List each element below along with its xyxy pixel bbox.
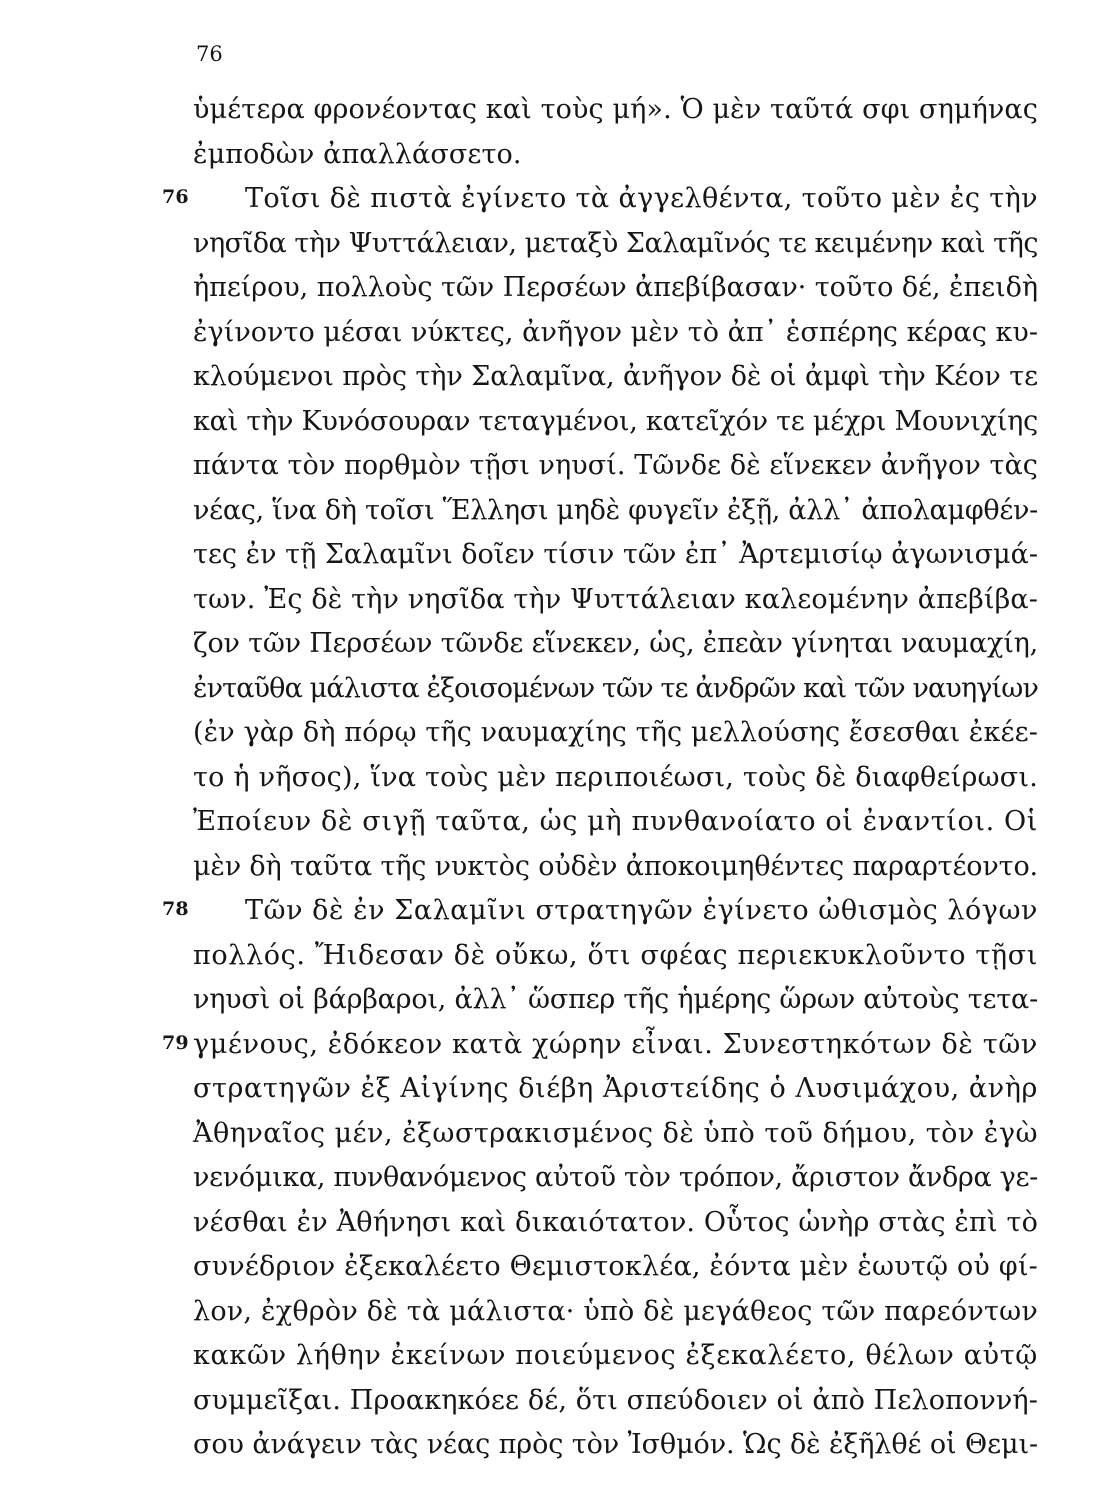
text-line [193, 88, 1038, 133]
line-text: γμένους, ἐδόκεον κατὰ χώρην εἶναι. Συνεστηκότων δὲ τῶν [193, 1028, 1038, 1060]
text-line [193, 355, 1038, 400]
text-line [193, 1245, 1038, 1290]
text-line [193, 845, 1038, 890]
line-text: λον, ἐχθρὸν δὲ τὰ μάλιστα· ὑπὸ δὲ μεγάθεος τῶν παρεόντων [193, 1295, 1038, 1327]
text-line [193, 1379, 1038, 1424]
line-text: νέας, ἵνα δὴ τοῖσι Ἕλλησι μηδὲ φυγεῖν ἐξῇ, ἀλλ᾽ ἀπολαμφθέν- [193, 494, 1038, 526]
line-text: ἐνταῦθα μάλιστα ἐξοισομένων τῶν τε ἀνδρῶν καὶ τῶν ναυηγίων [193, 672, 1038, 704]
chapter-number: 79 [162, 1031, 189, 1054]
line-text: νενόμικα, πυνθανόμενος αὐτοῦ τὸν τρόπον, ἄριστον ἄνδρα γε- [193, 1162, 1038, 1193]
text-line [193, 1067, 1038, 1112]
line-text: στρατηγῶν ἐξ Αἰγίνης διέβη Ἀριστείδης ὁ Λυσιμάχου, ἀνὴρ [193, 1073, 1038, 1104]
line-text: ἐγίνοντο μέσαι νύκτες, ἀνῆγον μὲν τὸ ἀπ᾽ ἑσπέρης κέρας κυ- [193, 316, 1038, 348]
line-text: συνέδριον ἐξεκαλέετο Θεμιστοκλέα, ἐόντα μὲν ἑωυτῷ οὐ φί- [193, 1251, 1038, 1282]
text-line [193, 133, 1038, 178]
line-text: ζον τῶν Περσέων τῶνδε εἵνεκεν, ὡς, ἐπεὰν γίνηται ναυμαχίη, [193, 628, 1038, 659]
line-text: νησῖδα τὴν Ψυττάλειαν, μεταξὺ Σαλαμῖνός τε κειμένην καὶ τῆς [193, 227, 1038, 259]
text-line [162, 889, 1038, 934]
text-line [193, 400, 1038, 445]
text-line [193, 934, 1038, 979]
text-line [193, 1156, 1038, 1201]
text-line [193, 578, 1038, 623]
chapter-number: 76 [162, 186, 189, 208]
text-line [162, 177, 1038, 222]
line-text: Τοῖσι δὲ πιστὰ ἐγίνετο τὰ ἀγγελθέντα, τοῦτο μὲν ἐς τὴν [245, 183, 1038, 214]
text-line [193, 489, 1038, 534]
text-line [193, 1201, 1038, 1246]
text-line [193, 1334, 1038, 1379]
text-line [193, 444, 1038, 489]
line-text: κακῶν λήθην ἐκείνων ποιεύμενος ἐξεκαλέετο, θέλων αὐτῷ [193, 1340, 1038, 1371]
text-line [193, 667, 1038, 712]
line-text: Τῶν δὲ ἐν Σαλαμῖνι στρατηγῶν ἐγίνετο ὠθισμὸς λόγων [245, 895, 1038, 926]
text-line [193, 1423, 1038, 1468]
text-line [193, 533, 1038, 578]
line-text: νηυσὶ οἱ βάρβαροι, ἀλλ᾽ ὥσπερ τῆς ἡμέρης ὥρων αὐτοὺς τετα- [193, 984, 1038, 1015]
text-line [193, 1112, 1038, 1157]
line-text: Ἀθηναῖος μέν, ἐξωστρακισμένος δὲ ὑπὸ τοῦ δήμου, τὸν ἐγὼ [193, 1117, 1038, 1149]
line-text: Ἐποίευν δὲ σιγῇ ταῦτα, ὡς μὴ πυνθανοίατο οἱ ἐναντίοι. Οἱ [193, 806, 1038, 837]
line-text: το ἡ νῆσος), ἵνα τοὺς μὲν περιποιέωσι, τοὺς δὲ διαφθείρωσι. [193, 761, 1038, 793]
line-text: συμμεῖξαι. Προακηκόεε δέ, ὅτι σπεύδοιεν οἱ ἀπὸ Πελοποννή- [193, 1384, 1038, 1416]
line-text: τες ἐν τῇ Σαλαμῖνι δοῖεν τίσιν τῶν ἐπ᾽ Ἀρτεμισίῳ ἀγωνισμά- [193, 539, 1038, 570]
line-text: ἠπείρου, πολλοὺς τῶν Περσέων ἀπεβίβασαν· τοῦτο δέ, ἐπειδὴ [193, 272, 1038, 303]
line-text: σου ἀνάγειν τὰς νέας πρὸς τὸν Ἰσθμόν. Ὡς δὲ ἐξῆλθέ οἱ Θεμι- [193, 1429, 1038, 1460]
line-text: μὲν δὴ ταῦτα τῆς νυκτὸς οὐδὲν ἀποκοιμηθέντες παραρτέοντο. [193, 850, 1038, 882]
text-line [193, 800, 1038, 845]
text-line [193, 222, 1038, 267]
text-line [193, 622, 1038, 667]
line-text: των. Ἐς δὲ τὴν νησῖδα τὴν Ψυττάλειαν καλεομένην ἀπεβίβα- [193, 583, 1038, 615]
text-line [193, 756, 1038, 801]
text-line [193, 978, 1038, 1023]
line-text: καὶ τὴν Κυνόσουραν τεταγμένοι, κατεῖχόν τε μέχρι Μουνιχίης [193, 405, 1038, 437]
chapter-number: 78 [162, 898, 189, 920]
text-block [162, 88, 1038, 1468]
line-text: νέσθαι ἐν Ἀθήνησι καὶ δικαιότατον. Οὗτος ὡνὴρ στὰς ἐπὶ τὸ [193, 1206, 1038, 1238]
text-line [193, 266, 1038, 311]
text-line [162, 1023, 1038, 1068]
line-text: ἐμποδὼν ἀπαλλάσσετο. [193, 138, 522, 170]
text-line [193, 1290, 1038, 1335]
line-text: ὑμέτερα φρονέοντας καὶ τοὺς μή». Ὁ μὲν ταῦτά σφι σημήνας [193, 94, 1038, 125]
page-number: 76 [196, 42, 223, 66]
line-text: πολλός. Ἤιδεσαν δὲ οὔκω, ὅτι σφέας περιεκυκλοῦντο τῇσι [193, 939, 1038, 971]
line-text: πάντα τὸν πορθμὸν τῇσι νηυσί. Τῶνδε δὲ εἵνεκεν ἀνῆγον τὰς [193, 450, 1038, 481]
text-line [193, 311, 1038, 356]
line-text: (ἐν γὰρ δὴ πόρῳ τῆς ναυμαχίης τῆς μελλούσης ἔσεσθαι ἐκέε- [193, 717, 1038, 748]
line-text: κλούμενοι πρὸς τὴν Σαλαμῖνα, ἀνῆγον δὲ οἱ ἀμφὶ τὴν Κέον τε [193, 361, 1038, 392]
text-line [193, 711, 1038, 756]
